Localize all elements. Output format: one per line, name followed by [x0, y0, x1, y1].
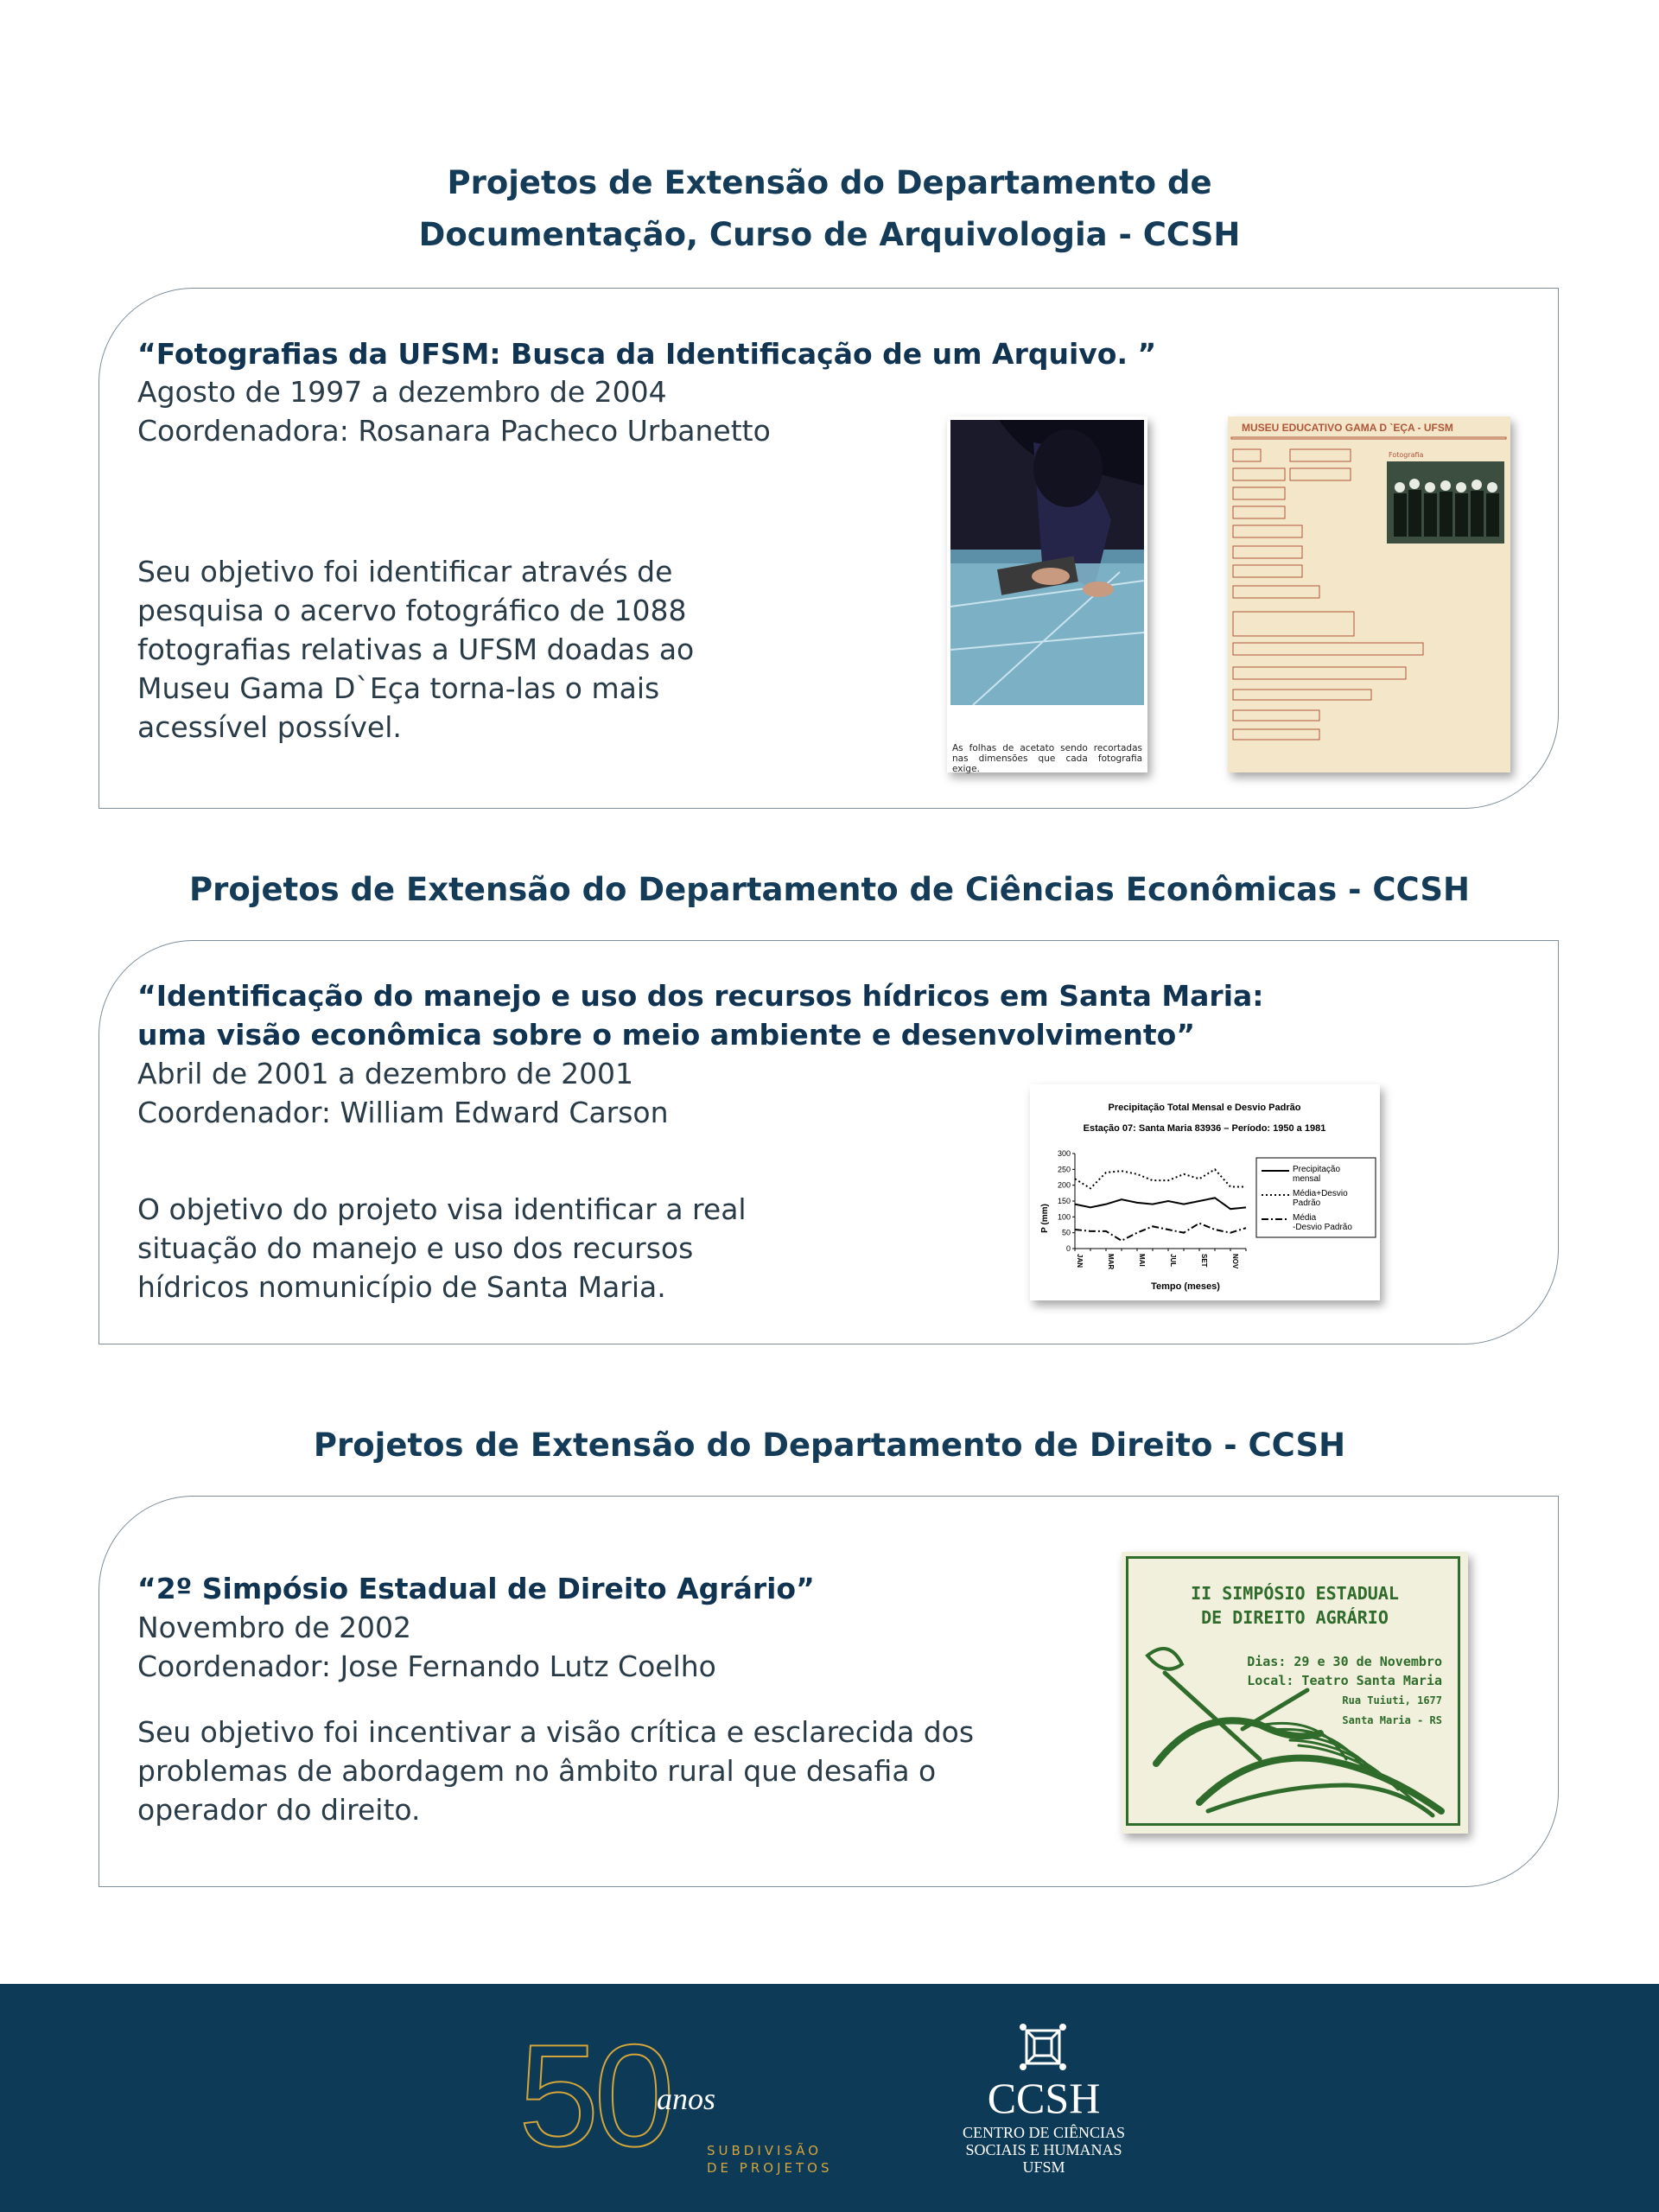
chart-y-tick-label: 300 — [1057, 1149, 1071, 1158]
project-coordinator: Coordenadora: Rosanara Pacheco Urbanetto — [137, 414, 771, 448]
project-period: Novembro de 2002 — [137, 1611, 412, 1644]
project-period: Abril de 2001 a dezembro de 2001 — [137, 1057, 634, 1090]
project-coordinator: Coordenador: Jose Fernando Lutz Coelho — [137, 1649, 716, 1683]
poster-info: Dias: 29 e 30 de Novembro Local: Teatro Santa Maria Rua Tuiuti, 1677 Santa Maria - RS — [1247, 1654, 1442, 1726]
project-coordinator: Coordenador: William Edward Carson — [137, 1096, 669, 1129]
form-header: MUSEU EDUCATIVO GAMA D `EÇA - UFSM — [1242, 422, 1453, 434]
project-description: Seu objetivo foi incentivar a visão crítica e esclarecida dos problemas de abordagem no âmbito rural que desafia o operador do direito. — [137, 1715, 975, 1827]
anniversary-number: 50 — [518, 2014, 670, 2177]
project-description: O objetivo do projeto visa identificar a real situação do manejo e uso dos recursos hídricos nomunicípio de Santa Maria. — [137, 1192, 747, 1304]
chart-legend-label: Precipitação — [1293, 1165, 1341, 1174]
ccsh-emblem-icon — [1018, 2022, 1068, 2072]
chart-x-tick-label: SET — [1200, 1254, 1208, 1268]
chart-legend-label: Média — [1293, 1213, 1317, 1223]
symposium-poster — [1122, 1552, 1468, 1834]
precipitation-chart — [1030, 1084, 1380, 1300]
anos-label: anos — [657, 2082, 716, 2116]
form-group-photo — [1387, 461, 1504, 543]
poster-title: II SIMPÓSIO ESTADUAL DE DIREITO AGRÁRIO — [1191, 1583, 1399, 1628]
chart-series-line — [1075, 1224, 1246, 1241]
chart-xlabel: Tempo (meses) — [1151, 1281, 1220, 1292]
ccsh-logo-text: CCSH — [987, 2074, 1101, 2122]
project-period: Agosto de 1997 a dezembro de 2004 — [137, 375, 667, 409]
chart-svg — [1030, 1084, 1380, 1300]
section-title-direito: Projetos de Extensão do Departamento de Direito - CCSH — [313, 1427, 1346, 1464]
museum-record-form — [1228, 416, 1510, 772]
chart-ylabel: P (mm) — [1040, 1204, 1050, 1233]
chart-y-tick-label: 50 — [1061, 1228, 1071, 1237]
chart-y-tick-label: 0 — [1065, 1244, 1071, 1253]
chart-subtitle: Estação 07: Santa Maria 83936 – Período: 1950 a 1981 — [1083, 1123, 1326, 1134]
chart-y-tick-label: 250 — [1057, 1165, 1071, 1174]
chart-x-tick-label: JAN — [1076, 1254, 1084, 1268]
chart-legend-label: Padrão — [1293, 1198, 1321, 1208]
chart-x-tick-label: MAR — [1107, 1254, 1115, 1270]
chart-y-tick-label: 200 — [1057, 1180, 1071, 1190]
project-description: Seu objetivo foi identificar através de pesquisa o acervo fotográfico de 1088 fotografias relativas a UFSM doadas ao Museu Gama D`Eça torna-las o mais acessível possível. — [137, 555, 695, 744]
chart-legend-label: -Desvio Padrão — [1293, 1223, 1352, 1232]
project-title: “2º Simpósio Estadual de Direito Agrário” — [137, 1572, 815, 1605]
footer-banner — [0, 1984, 1659, 2212]
ccsh-center-name: CENTRO DE CIÊNCIAS SOCIAIS E HUMANAS UFSM — [963, 2124, 1125, 2176]
chart-legend-label: Média+Desvio — [1293, 1189, 1348, 1198]
poster-rake-illustration — [1122, 1552, 1468, 1834]
archive-photo — [947, 416, 1147, 772]
chart-x-tick-label: NOV — [1231, 1254, 1239, 1269]
chart-y-tick-label: 100 — [1057, 1212, 1071, 1222]
group-photo-image — [1387, 461, 1504, 543]
chart-series-line — [1075, 1198, 1246, 1209]
chart-x-tick-label: MAI — [1138, 1254, 1146, 1267]
subdivisao-label: SUBDIVISÃO — [707, 2143, 823, 2158]
chart-series-line — [1075, 1169, 1246, 1188]
project-title: “Identificação do manejo e uso dos recursos hídricos em Santa Maria: uma visão econômica sobre o meio ambiente e desenvolvimento” — [137, 979, 1264, 1052]
chart-y-tick-label: 150 — [1057, 1197, 1071, 1205]
photo-person-cutting-acetate — [947, 416, 1147, 772]
photo-caption: As folhas de acetato sendo recortadas nas dimensões que cada fotografia exige. — [952, 743, 1142, 774]
chart-title: Precipitação Total Mensal e Desvio Padrão — [1108, 1103, 1301, 1113]
de-projetos-label: DE PROJETOS — [707, 2160, 833, 2176]
project-title: “Fotografias da UFSM: Busca da Identificação de um Arquivo. ” — [137, 337, 1157, 371]
chart-legend-label: mensal — [1293, 1174, 1321, 1184]
section-title-arquivologia: Projetos de Extensão do Departamento de Documentação, Curso de Arquivologia - CCSH — [418, 164, 1241, 253]
section-title-economicas: Projetos de Extensão do Departamento de Ciências Econômicas - CCSH — [188, 871, 1470, 908]
form-photo-label: Fotografia — [1389, 451, 1424, 459]
chart-x-tick-label: JUL — [1169, 1254, 1177, 1268]
